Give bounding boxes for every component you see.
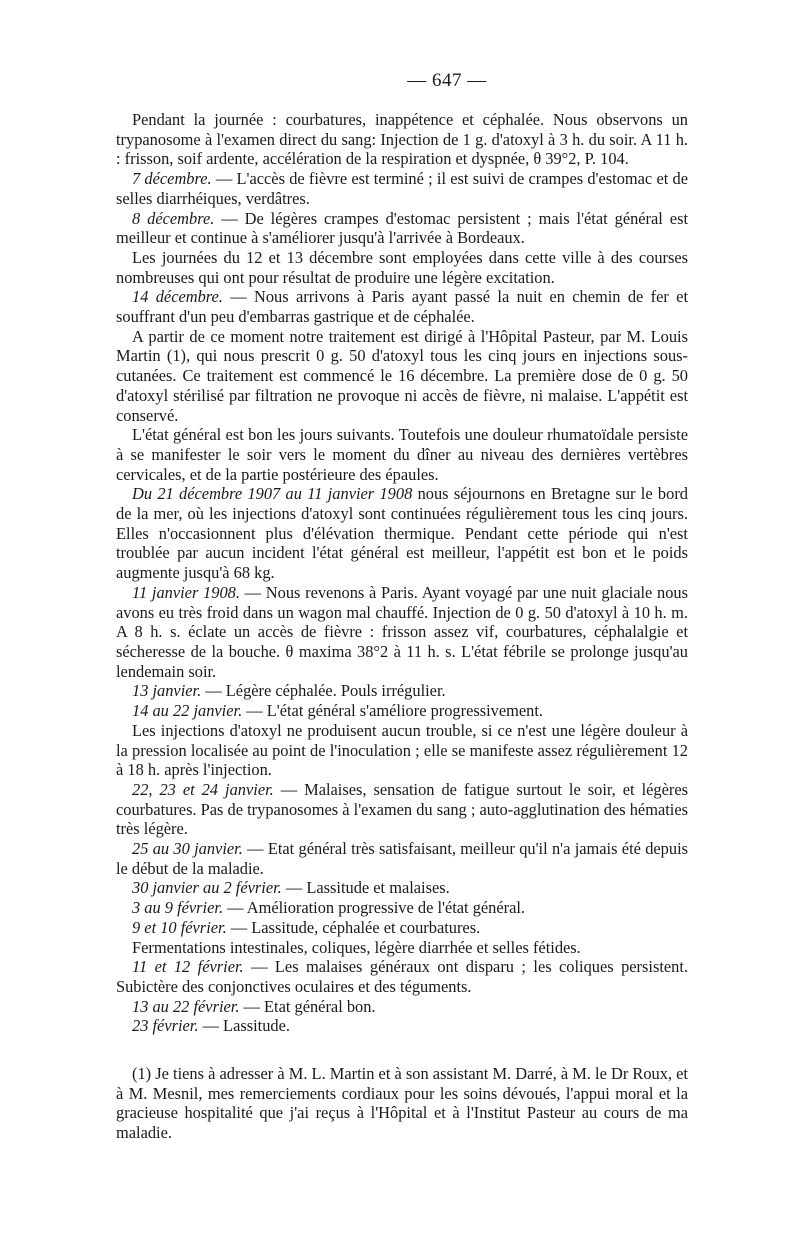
paragraph [116, 110, 688, 169]
paragraph-date: 13 janvier. [132, 681, 202, 701]
paragraph-date: 13 au 22 février. [132, 996, 240, 1016]
paragraph-text: — L'état général s'améliore progressivement. [242, 701, 543, 721]
paragraph-date: 25 au 30 janvier. [132, 839, 243, 859]
paragraph [116, 327, 688, 426]
paragraph-text: Fermentations intestinales, coliques, légère diarrhée et selles fétides. [132, 937, 581, 957]
document-page [116, 70, 688, 1143]
paragraph [116, 425, 688, 484]
paragraph-text: Les injections d'atoxyl ne produisent aucun trouble, si ce n'est une légère douleur à la pression localisée au point de l'inoculation ; elle se manifeste assez régulièrement 12 à 18 h. après l'injection. [116, 720, 688, 780]
paragraph [116, 721, 688, 780]
paragraph-text: A partir de ce moment notre traitement est dirigé à l'Hôpital Pasteur, par M. Louis Martin (1), qui nous prescrit 0 g. 50 d'atoxyl tous les cinq jours en injections sous-cutanées. Ce traitement est commencé le 16 décembre. La première dose de 0 g. 50 d'atoxyl stérilisé par filtration ne provoque ni accès de fièvre, ni malaise. L'appétit est conservé. [116, 326, 688, 425]
paragraph-date: Du 21 décembre 1907 au 11 janvier 1908 [132, 484, 413, 504]
paragraph-text: — Etat général bon. [239, 996, 376, 1016]
paragraph-date: 9 et 10 février. [132, 917, 227, 937]
paragraph-text: L'état général est bon les jours suivants. Toutefois une douleur rhumatoïdale persiste à se manifester le soir vers le moment du dîner au niveau des dernières vertèbres cervicales, et de la partie postérieure des épaules. [116, 425, 688, 484]
paragraph [116, 997, 688, 1017]
paragraph [116, 484, 688, 583]
paragraph-date: 14 décembre. [132, 287, 223, 307]
paragraph-text: nous séjournons en Bretagne sur le bord de la mer, où les injections d'atoxyl sont continuées régulièrement tous les cinq jours. Elles n'occasionnent plus d'élévation thermique. Pendant cette période qui n'est troublée par aucun incident l'état général est meilleur, l'appétit est bon et le poids augmente jusqu'à 68 kg. [116, 484, 688, 583]
paragraph [116, 583, 688, 682]
paragraph [116, 957, 688, 996]
body-text [116, 110, 688, 1036]
paragraph [116, 681, 688, 701]
paragraph [116, 918, 688, 938]
paragraph-text: Les journées du 12 et 13 décembre sont employées dans cette ville à des courses nombreuses qui ont pour résultat de produire une légère excitation. [116, 247, 688, 287]
paragraph [116, 1016, 688, 1036]
paragraph-date: 3 au 9 février. [132, 898, 224, 918]
paragraph-text: — Nous revenons à Paris. Ayant voyagé par une nuit glaciale nous avons eu très froid dans un wagon mal chauffé. Injection de 0 g. 50 d'atoxyl à 10 h. m. A 8 h. s. éclate un accès de fièvre : frisson assez vif, courbatures, céphalalgie et sécheresse de la bouche. θ maxima 38°2 à 11 h. s. L'état fébrile se prolonge jusqu'au lendemain soir. [116, 582, 688, 681]
paragraph-text: — L'accès de fièvre est terminé ; il est suivi de crampes d'estomac et de selles diarrhéiques, verdâtres. [116, 169, 688, 208]
paragraph [116, 839, 688, 878]
paragraph-date: 22, 23 et 24 janvier. [132, 779, 274, 799]
paragraph-text: — Lassitude. [198, 1016, 290, 1036]
paragraph-date: 8 décembre. [132, 208, 215, 228]
paragraph-date: 11 janvier 1908. [132, 582, 240, 602]
paragraph-text: — Nous arrivons à Paris ayant passé la nuit en chemin de fer et souffrant d'un peu d'embarras gastrique et de céphalée. [116, 287, 688, 327]
paragraph-text: — Lassitude, céphalée et courbatures. [226, 917, 481, 937]
paragraph-date: 11 et 12 février. [132, 957, 244, 977]
paragraph-text: — Les malaises généraux ont disparu ; les coliques persistent. Subictère des conjonctives oculaires et des téguments. [116, 957, 689, 996]
paragraph-text: Pendant la journée : courbatures, inappétence et céphalée. Nous observons un trypanosome à l'examen direct du sang: Injection de 1 g. d'atoxyl à 3 h. du soir. A 11 h. : frisson, soif ardente, accélération de la respiration et dyspnée, θ 39°2, P. 104. [116, 110, 688, 169]
paragraph [116, 701, 688, 721]
paragraph-date: 30 janvier au 2 février. [132, 878, 282, 898]
paragraph-text: — Lassitude et malaises. [281, 878, 450, 898]
paragraph-date: 23 février. [132, 1016, 199, 1036]
paragraph [116, 287, 688, 326]
paragraph-text: — Etat général très satisfaisant, meilleur qu'il n'a jamais été depuis le début de la maladie. [116, 839, 688, 878]
paragraph [116, 898, 688, 918]
footnote: (1) Je tiens à adresser à M. L. Martin et à son assistant M. Darré, à M. le Dr Roux, et à M. Mesnil, mes remerciements cordiaux pour les soins dévoués, l'appui moral et la gracieuse hospitalité que j'ai reçus à l'Hôpital et à l'Institut Pasteur au cours de ma maladie. [116, 1064, 688, 1143]
paragraph-text: — De légères crampes d'estomac persistent ; mais l'état général est meilleur et continue à s'améliorer jusqu'à l'arrivée à Bordeaux. [116, 208, 688, 248]
paragraph [116, 209, 688, 248]
paragraph [116, 169, 688, 208]
paragraph-date: 7 décembre. [132, 169, 212, 189]
page-number: — 647 — [407, 70, 487, 91]
paragraph-date: 14 au 22 janvier. [132, 701, 243, 721]
paragraph-text: — Légère céphalée. Pouls irrégulier. [201, 681, 446, 701]
paragraph [116, 878, 688, 898]
paragraph-text: — Amélioration progressive de l'état général. [223, 898, 526, 918]
paragraph [116, 248, 688, 287]
paragraph-text: — Malaises, sensation de fatigue surtout le soir, et légères courbatures. Pas de trypanosomes à l'examen du sang ; auto-agglutination des hématies très légère. [116, 779, 688, 839]
paragraph [116, 938, 688, 958]
paragraph [116, 780, 688, 839]
